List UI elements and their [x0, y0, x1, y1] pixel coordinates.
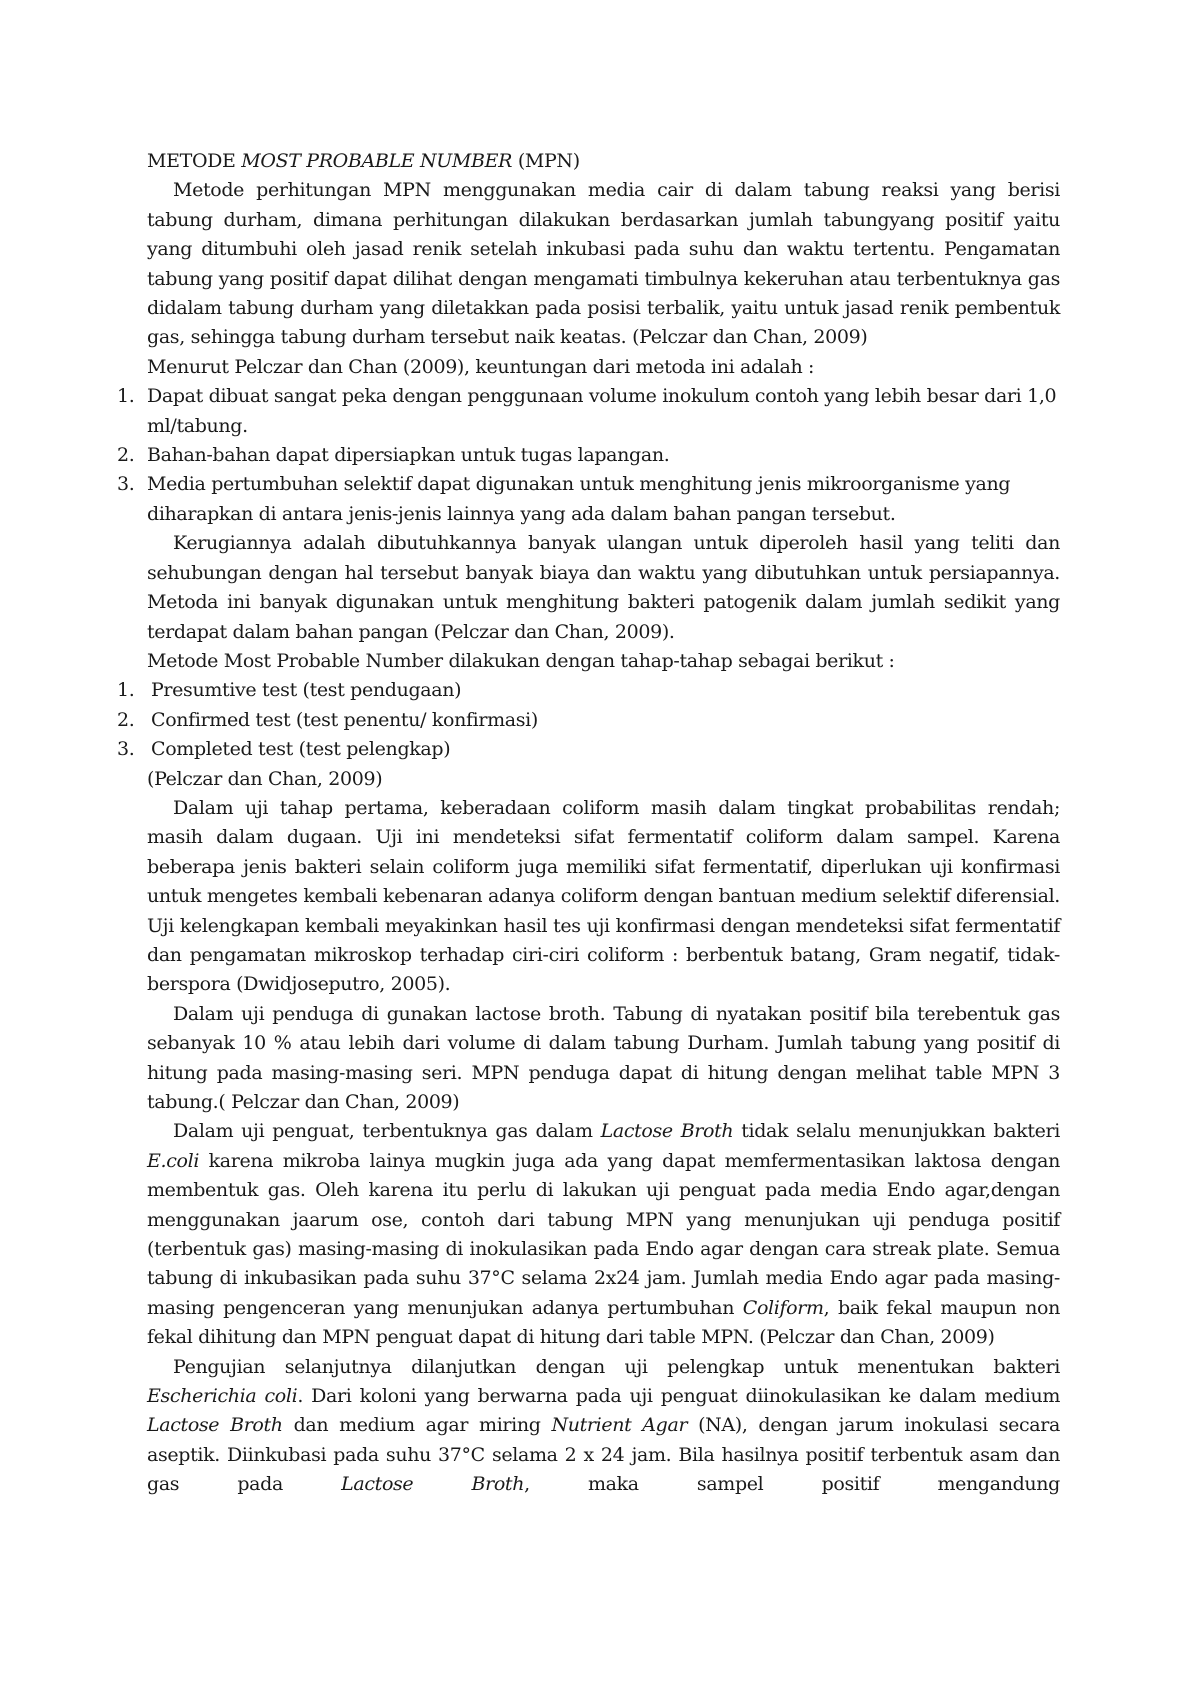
title-emphasis: MOST PROBABLE NUMBER	[241, 150, 513, 172]
list-item: 2. Confirmed test (test penentu/ konfirmasi)	[117, 708, 538, 731]
paragraph-disadvantages: Kerugiannya adalah dibutuhkannya banyak ulangan untuk diperoleh hasil yang teliti dan sehubungan dengan hal tersebut banyak biaya dan waktu yang dibutuhkan untuk persiapannya. Metoda ini banyak digunakan untuk menghitung bakteri patogenik dalam jumlah sedikit yang terdapat dalam bahan pangan (Pelczar dan Chan, 2009).	[147, 532, 1060, 643]
advantages-list	[117, 382, 1060, 529]
stages-list	[117, 676, 1060, 764]
paragraph-completed-test: Pengujian selanjutnya dilanjutkan dengan uji pelengkap untuk menentukan bakteri Escherichia coli. Dari koloni yang berwarna pada uji penguat diinokulasikan ke dalam medium Lactose Broth dan medium agar miring Nutrient Agar (NA), dengan jarum inokulasi secara aseptik. Diinkubasi pada suhu 37°C selama 2 x 24 jam. Bila hasilnya positif terbentuk asam dan gas pada Lactose Broth, maka sampel positif mengandung	[147, 1355, 1060, 1496]
list-item: 1. Presumtive test (test pendugaan)	[117, 679, 462, 702]
list-item: 3. Completed test (test pelengkap)	[117, 738, 451, 761]
paragraph-presumptive-test: Dalam uji penduga di gunakan lactose broth. Tabung di nyatakan positif bila terebentuk gas sebanyak 10 % atau lebih dari volume di dalam tabung Durham. Jumlah tabung yang positif di hitung pada masing-masing seri. MPN penduga dapat di hitung dengan melihat table MPN 3 tabung.( Pelczar dan Chan, 2009)	[147, 1002, 1060, 1113]
paragraph-stages-intro: Metode Most Probable Number dilakukan dengan tahap-tahap sebagai berikut :	[147, 649, 895, 672]
paragraph-advantages-intro: Menurut Pelczar dan Chan (2009), keuntungan dari metoda ini adalah :	[147, 355, 815, 378]
document-body	[117, 147, 1060, 1500]
list-item: 2. Bahan-bahan dapat dipersiapkan untuk tugas lapangan.	[117, 444, 670, 467]
paragraph-first-stage: Dalam uji tahap pertama, keberadaan coliform masih dalam tingkat probabilitas rendah; masih dalam dugaan. Uji ini mendeteksi sifat fermentatif coliform dalam sampel. Karena beberapa jenis bakteri selain coliform juga memiliki sifat fermentatif, diperlukan uji konfirmasi untuk mengetes kembali kebenaran adanya coliform dengan bantuan medium selektif diferensial. Uji kelengkapan kembali meyakinkan hasil tes uji konfirmasi dengan mendeteksi sifat fermentatif dan pengamatan mikroskop terhadap ciri-ciri coliform : berbentuk batang, Gram negatif, tidak-berspora (Dwidjoseputro, 2005).	[147, 796, 1060, 996]
paragraph-confirmed-test: Dalam uji penguat, terbentuknya gas dalam Lactose Broth tidak selalu menunjukkan bakteri E.coli karena mikroba lainya mugkin juga ada yang dapat memfermentasikan laktosa dengan membentuk gas. Oleh karena itu perlu di lakukan uji penguat pada media Endo agar,dengan menggunakan jaarum ose, contoh dari tabung MPN yang menunjukan uji penduga positif (terbentuk gas) masing-masing di inokulasikan pada Endo agar dengan cara streak plate. Semua tabung di inkubasikan pada suhu 37°C selama 2x24 jam. Jumlah media Endo agar pada masing-masing pengenceran yang menunjukan adanya pertumbuhan Coliform, baik fekal maupun non fekal dihitung dan MPN penguat dapat di hitung dari table MPN. (Pelczar dan Chan, 2009)	[147, 1120, 1060, 1349]
list-item: 1. Dapat dibuat sangat peka dengan penggunaan volume inokulum contoh yang lebih besar dari 1,0 ml/tabung.	[117, 385, 1057, 437]
section-title: METODE MOST PROBABLE NUMBER (MPN)	[147, 150, 580, 172]
citation: (Pelczar dan Chan, 2009)	[147, 767, 383, 790]
paragraph-mpn-method: Metode perhitungan MPN menggunakan media cair di dalam tabung reaksi yang berisi tabung durham, dimana perhitungan dilakukan berdasarkan jumlah tabungyang positif yaitu yang ditumbuhi oleh jasad renik setelah inkubasi pada suhu dan waktu tertentu. Pengamatan tabung yang positif dapat dilihat dengan mengamati timbulnya kekeruhan atau terbentuknya gas didalam tabung durham yang diletakkan pada posisi terbalik, yaitu untuk jasad renik pembentuk gas, sehingga tabung durham tersebut naik keatas. (Pelczar dan Chan, 2009)	[147, 179, 1060, 349]
list-item: 3. Media pertumbuhan selektif dapat digunakan untuk menghitung jenis mikroorganisme yang diharapkan di antara jenis-jenis lainnya yang ada dalam bahan pangan tersebut.	[117, 473, 1011, 525]
